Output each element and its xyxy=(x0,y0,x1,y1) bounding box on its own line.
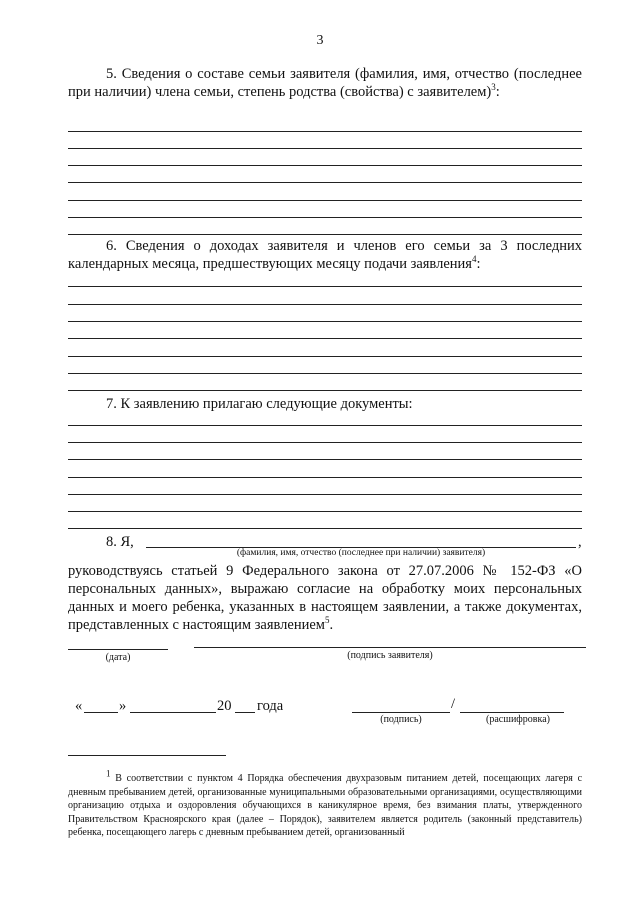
fill-line[interactable] xyxy=(68,321,582,322)
section-6-colon: : xyxy=(476,255,481,272)
section-5-heading xyxy=(68,66,582,101)
fill-line[interactable] xyxy=(68,494,582,495)
fill-line[interactable] xyxy=(68,477,582,478)
fill-line[interactable] xyxy=(68,373,582,374)
fill-line[interactable] xyxy=(68,511,582,512)
caption-decode: (расшифровка) xyxy=(486,714,550,725)
fill-line[interactable] xyxy=(68,459,582,460)
section-6-heading xyxy=(68,238,582,273)
fill-line[interactable] xyxy=(68,286,582,287)
year-prefix: 20 xyxy=(217,698,232,714)
section-6-text: 6. Сведения о доходах заявителя и членов его семьи за 3 последних календарных месяца, предшествующих месяцу подачи заявления xyxy=(68,238,582,272)
footnote-1-text: В соответствии с пунктом 4 Порядка обеспечения двухразовым питанием детей, посещающих лагеря с дневным пребыванием детей, организованные муниципальными образовательными организациями, осуществляющими организацию отдыха и оздоровления обучающихся в каникулярное время, без взимания платы, утвержденного Правительством Красноярского края (далее – Порядок), заявителем является родитель (законный представитель) ребенка, посещающего лагерь с дневным пребыванием детей, организованный xyxy=(68,773,583,838)
section-8-prefix: 8. Я, xyxy=(106,534,134,550)
caption-date: (дата) xyxy=(105,652,131,663)
fill-line[interactable] xyxy=(68,442,582,443)
fill-line[interactable] xyxy=(68,200,582,201)
fill-line[interactable] xyxy=(68,148,582,149)
day-field[interactable] xyxy=(84,712,118,713)
year-suffix: года xyxy=(257,698,284,714)
footnote-ref-3: 3 xyxy=(491,81,496,92)
section-8-comma: , xyxy=(578,534,582,550)
day-open-quote: « xyxy=(75,698,83,714)
fill-line[interactable] xyxy=(68,528,582,529)
fill-line[interactable] xyxy=(68,425,582,426)
year-field[interactable] xyxy=(235,712,255,713)
fill-line[interactable] xyxy=(68,304,582,305)
fill-line[interactable] xyxy=(68,131,582,132)
caption-signature: (подпись) xyxy=(380,714,422,725)
fill-line[interactable] xyxy=(68,234,582,235)
signature-field[interactable] xyxy=(352,712,450,713)
caption-applicant-name: (фамилия, имя, отчество (последнее при наличии) заявителя) xyxy=(236,548,486,558)
fill-line[interactable] xyxy=(68,182,582,183)
footnote-separator xyxy=(68,755,226,756)
month-field[interactable] xyxy=(130,712,216,713)
section-8-text: руководствуясь статьей 9 Федерального закона от 27.07.2006 № 152-ФЗ «О персональных данных», выражаю согласие на обработку моих персональных данных и моего ребенка, указанных в настоящем заявлении, а также документах, представленных с настоящим заявлением xyxy=(68,563,582,633)
footnote-ref-4: 4 xyxy=(471,253,477,264)
date-field[interactable] xyxy=(68,649,168,650)
footnote-1-ref: 1 xyxy=(106,768,111,779)
section-7-heading: 7. К заявлению прилагаю следующие документы: xyxy=(106,396,413,412)
fill-line[interactable] xyxy=(68,338,582,339)
fill-line[interactable] xyxy=(68,165,582,166)
signature-decode-field[interactable] xyxy=(460,712,564,713)
footnote-ref-5: 5 xyxy=(324,615,330,626)
section-5-colon: : xyxy=(495,83,500,100)
footnote-1 xyxy=(68,768,583,840)
caption-applicant-signature: (подпись заявителя) xyxy=(347,650,433,661)
section-8-period: . xyxy=(329,617,334,633)
day-close-quote: » xyxy=(119,698,127,714)
fill-line[interactable] xyxy=(68,356,582,357)
section-5-text: 5. Сведения о составе семьи заявителя (фамилия, имя, отчество (последнее при наличии) члена семьи, степень родства (свойства) с заявителем) xyxy=(68,66,582,100)
page-number: 3 xyxy=(316,33,324,48)
fill-line[interactable] xyxy=(68,217,582,218)
applicant-signature-field[interactable] xyxy=(194,647,586,648)
section-8-body xyxy=(68,562,582,634)
slash-separator: / xyxy=(451,696,456,712)
fill-line[interactable] xyxy=(68,390,582,391)
